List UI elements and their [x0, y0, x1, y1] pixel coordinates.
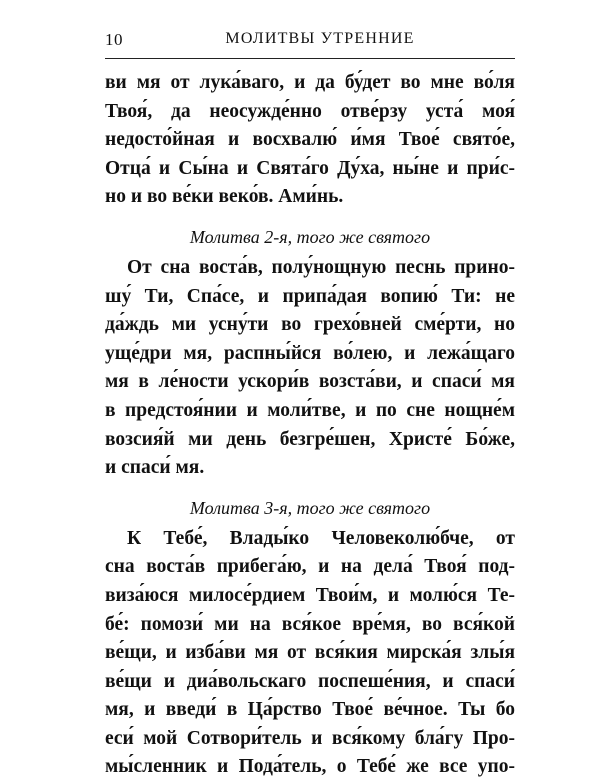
text-line: Твоя́, да неосужде́нно отве́рзу уста́ моя́ [105, 100, 515, 122]
text-line: ве́щи и диа́вольскаго поспеше́ния, и спаси́ [105, 670, 515, 692]
text-line: мы́сленник и Пода́тель, о Тебе́ же все упо- [105, 756, 515, 778]
page-content [105, 69, 515, 782]
prayer-3-heading: Молитва 3-я, того же святого [189, 497, 431, 518]
book-page [105, 28, 515, 782]
text-line: мя в ле́ности ускори́в возста́ви, и спаси́ мя [105, 371, 515, 393]
text-line: но и во ве́ки веко́в. Ами́нь. [105, 186, 344, 208]
text-line: уще́дри мя, распны́йся во́лею, и лежа́щаго [105, 342, 515, 364]
paragraph-prayer-3 [105, 525, 515, 782]
text-line: ве́щи, и изба́ви мя от вся́кия мирска́я злы́я [105, 642, 515, 664]
text-line: возсия́й ми день безгре́шен, Христе́ Бо́же, [105, 428, 515, 450]
text-line: шу́ Ти, Спа́се, и припа́дая вопию́ Ти: не [105, 285, 515, 307]
page-header [105, 28, 515, 59]
text-line: К Тебе́, Влады́ко Человеколю́бче, от [127, 527, 515, 549]
text-line: От сна воста́в, полу́нощную песнь прино- [127, 256, 515, 278]
text-line: и спаси́ мя. [105, 457, 205, 479]
paragraph-prayer-2 [105, 254, 515, 483]
running-title: МОЛИТВЫ УТРЕННИЕ [225, 30, 415, 47]
paragraph-prayer-1-end [105, 69, 515, 212]
text-line: сна воста́в прибега́ю, и на дела́ Твоя́ под- [105, 556, 515, 578]
text-line: виза́юся милосе́рдием Твои́м, и молю́ся Те- [105, 584, 515, 606]
text-line: да́ждь ми усну́ти во грехо́вней сме́рти, но [105, 314, 515, 336]
text-line: еси́ мой Сотвори́тель и вся́кому бла́гу Про- [105, 727, 515, 749]
text-line: бе́: помози́ ми на вся́кое вре́мя, во вся́кой [105, 613, 515, 635]
text-line: в предстоя́нии и моли́тве, и по сне нощне́м [105, 399, 515, 421]
text-line: мя, и введи́ в Ца́рство Твое́ ве́чное. Ты бо [105, 699, 515, 721]
text-line: ви мя от лука́ваго, и да бу́дет во мне во́ля [105, 72, 515, 93]
page-number: 10 [105, 30, 123, 49]
text-line: недосто́йная и восхвалю́ и́мя Твое́ свято́е, [105, 129, 515, 151]
text-line: Отца́ и Сы́на и Свята́го Ду́ха, ны́не и при́с- [105, 157, 515, 179]
prayer-2-heading: Молитва 2-я, того же святого [189, 226, 431, 247]
